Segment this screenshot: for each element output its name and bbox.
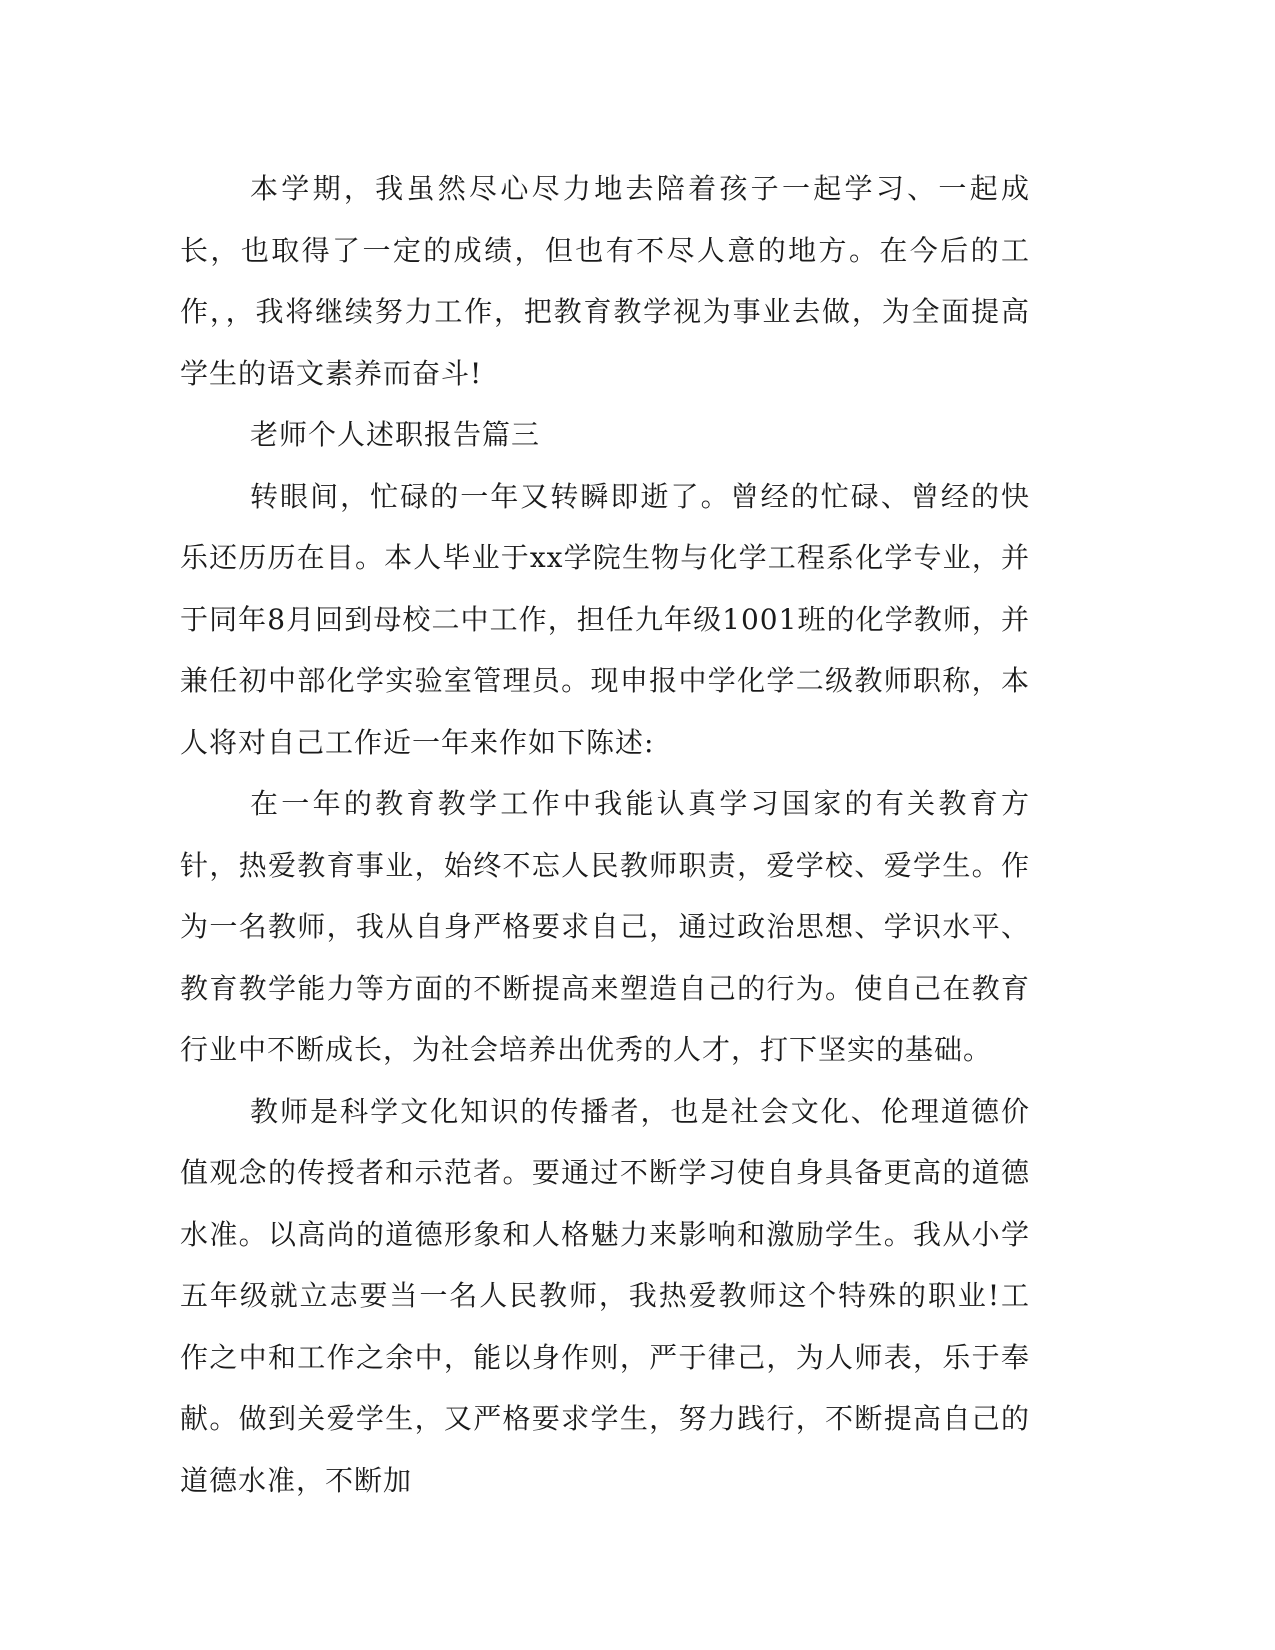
paragraph-teacher-ethics: 教师是科学文化知识的传播者，也是社会文化、伦理道德价值观念的传授者和示范者。要通过不断学习使自身具备更高的道德水准。以高尚的道德形象和人格魅力来影响和激励学生。我从小学五年级就立志要当一名人民教师，我热爱教师这个特殊的职业!工作之中和工作之余中，能以身作则，严于律己，为人师表，乐于奉献。做到关爱学生，又严格要求学生，努力践行，不断提高自己的道德水准，不断加 xyxy=(180,1094,1030,1497)
document-body xyxy=(180,158,1030,1511)
paragraph-semester-summary: 本学期，我虽然尽心尽力地去陪着孩子一起学习、一起成长，也取得了一定的成绩，但也有不尽人意的地方。在今后的工作，，我将继续努力工作，把教育教学视为事业去做，为全面提高学生的语文素养而奋斗! xyxy=(180,172,1030,390)
paragraph-education-work: 在一年的教育教学工作中我能认真学习国家的有关教育方针，热爱教育事业，始终不忘人民教师职责，爱学校、爱学生。作为一名教师，我从自身严格要求自己，通过政治思想、学识水平、教育教学能力等方面的不断提高来塑造自己的行为。使自己在教育行业中不断成长，为社会培养出优秀的人才，打下坚实的基础。 xyxy=(180,787,1030,1066)
section-heading: 老师个人述职报告篇三 xyxy=(250,418,541,451)
paragraph-introduction: 转眼间，忙碌的一年又转瞬即逝了。曾经的忙碌、曾经的快乐还历历在目。本人毕业于xx学院生物与化学工程系化学专业，并于同年8月回到母校二中工作，担任九年级1001班的化学教师，并兼任初中部化学实验室管理员。现申报中学化学二级教师职称，本人将对自己工作近一年来作如下陈述: xyxy=(180,479,1030,759)
